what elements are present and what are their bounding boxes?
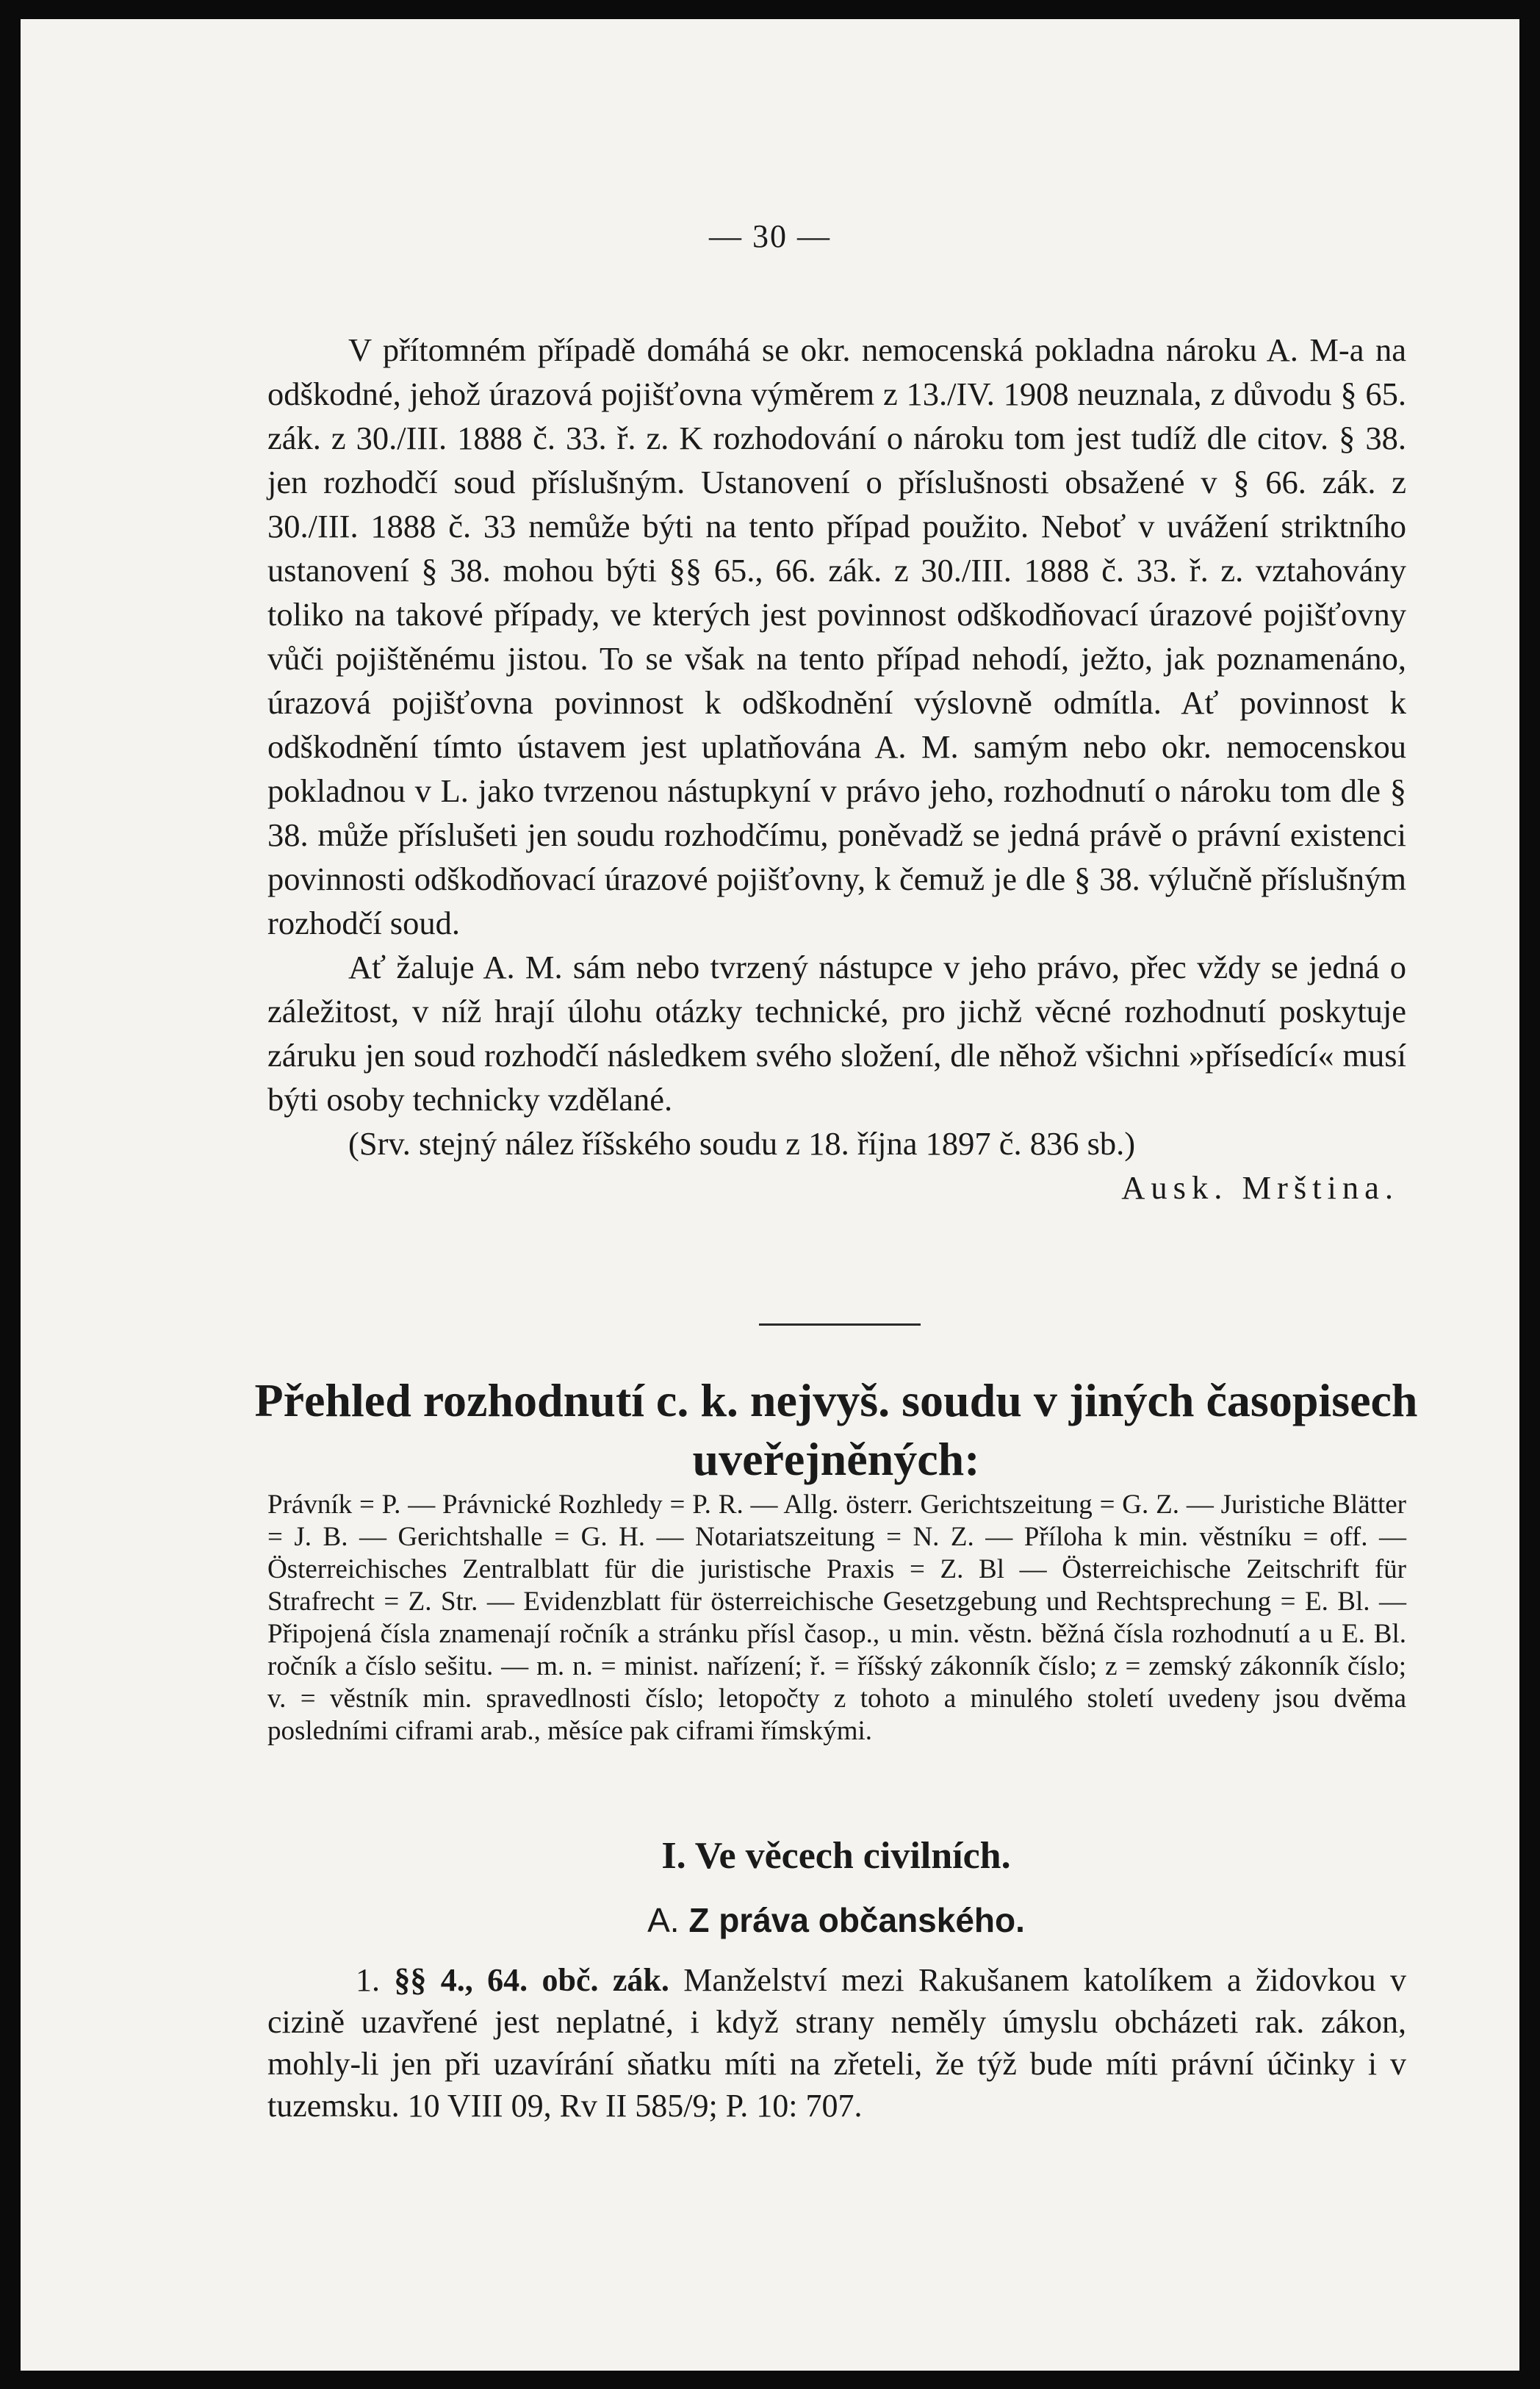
- separator-rule: [759, 1323, 921, 1326]
- abbreviations-legend: [267, 1489, 1406, 1747]
- page-number: — 30 —: [709, 218, 831, 254]
- subsection-title: Z práva občanského.: [688, 1901, 1025, 1939]
- section-title: Přehled rozhodnutí c. k. nejvyš. soudu v jiných časopisech uveřejněných:: [254, 1374, 1418, 1485]
- subsection-heading-civil-law: [241, 1900, 1431, 1940]
- decision-citation: §§ 4., 64. obč. zák.: [394, 1962, 669, 1998]
- author-signature: Ausk. Mrština.: [1121, 1169, 1399, 1206]
- book-page: [21, 19, 1519, 2371]
- abbreviations-text: Právník = P. — Právnické Rozhledy = P. R. — Allg. österr. Gerichtszeitung = G. Z. — Juristiche Blätter = J. B. — Gerichtshalle = G. H. — Notariatszeitung = N. Z. — Příloha k min. věstníku = off. — Österreichisches Zentralblatt für die juristische Praxis = Z. Bl — Österreichische Zeitschrift für Strafrecht = Z. Str. — Evidenzblatt für österreichische Gesetzgebung und Rechtsprechung = E. Bl. — Připojená čísla znamenají ročník a stránku přísl časop., u min. věstn. běžná čísla rozhodnutí a u E. Bl. ročník a číslo sešitu. — m. n. = minist. nařízení; ř. = říšský zákonník číslo; z = zemský zákonník číslo; v. = věstník min. spravedlnosti číslo; letopočty z tohoto a minulého století uvedeny jsou dvěma posledními ciframi arab., měsíce pak ciframi římskými.: [267, 1490, 1406, 1746]
- case-text: [267, 328, 1406, 1210]
- subsection-letter: A.: [647, 1901, 680, 1939]
- decision-entry: [267, 1959, 1406, 2127]
- decision-text: Manželství mezi Rakušanem katolíkem a židovkou v cizině uzavřené jest neplatné, i když strany neměly úmyslu obcházeti rak. zákon, mohly-li jen při uzavírání sňatku míti na zřeteli, že týž bude míti právní účinky i v tuzemsku. 10 VIII 09, Rv II 585/9; P. 10: 707.: [267, 1962, 1406, 2124]
- reference-note: (Srv. stejný nález říšského soudu z 18. října 1897 č. 836 sb.): [348, 1125, 1136, 1162]
- paragraph: V přítomném případě domáhá se okr. nemocenská pokladna nároku A. M-a na odškodné, jehož úrazová pojišťovna výměrem z 13./IV. 1908 neuznala, z důvodu § 65. zák. z 30./III. 1888 č. 33. ř. z. K rozhodování o nároku tom jest tudíž dle citov. § 38. jen rozhodčí soud příslušným. Ustanovení o příslušnosti obsažené v § 66. zák. z 30./III. 1888 č. 33 nemůže býti na tento případ použito. Neboť v uvážení striktního ustanovení § 38. mohou býti §§ 65., 66. zák. z 30./III. 1888 č. 33. ř. z. vztahovány toliko na takové případy, ve kterých jest povinnost odškodňovací úrazové pojišťovny vůči pojištěnému jistou. To se však na tento případ nehodí, ježto, jak poznamenáno, úrazová pojišťovna povinnost k odškodnění výslovně odmítla. Ať povinnost k odškodnění tímto ústavem jest uplatňována A. M. samým nebo okr. nemocenskou pokladnou v L. jako tvrzenou nástupkyní v právo jeho, rozhodnutí o nároku tom dle § 38. může příslušeti jen soudu rozhodčímu, poněvadž se jedná právě o právní existenci povinnosti odškodňovací úrazové pojišťovny, k čemuž je dle § 38. výlučně příslušným rozhodčí soud.: [267, 331, 1406, 941]
- subsection-heading-civil: I. Ve věcech civilních.: [661, 1835, 1011, 1877]
- paragraph: Ať žaluje A. M. sám nebo tvrzený nástupce v jeho právo, přec vždy se jedná o záležitost, v níž hrají úlohu otázky technické, pro jichž věcné rozhodnutí poskytuje záruku jen soud rozhodčí následkem svého složení, dle něhož všichni »přísedící« musí býti osoby technicky vzdělané.: [267, 949, 1406, 1118]
- decision-number: 1.: [356, 1962, 380, 1998]
